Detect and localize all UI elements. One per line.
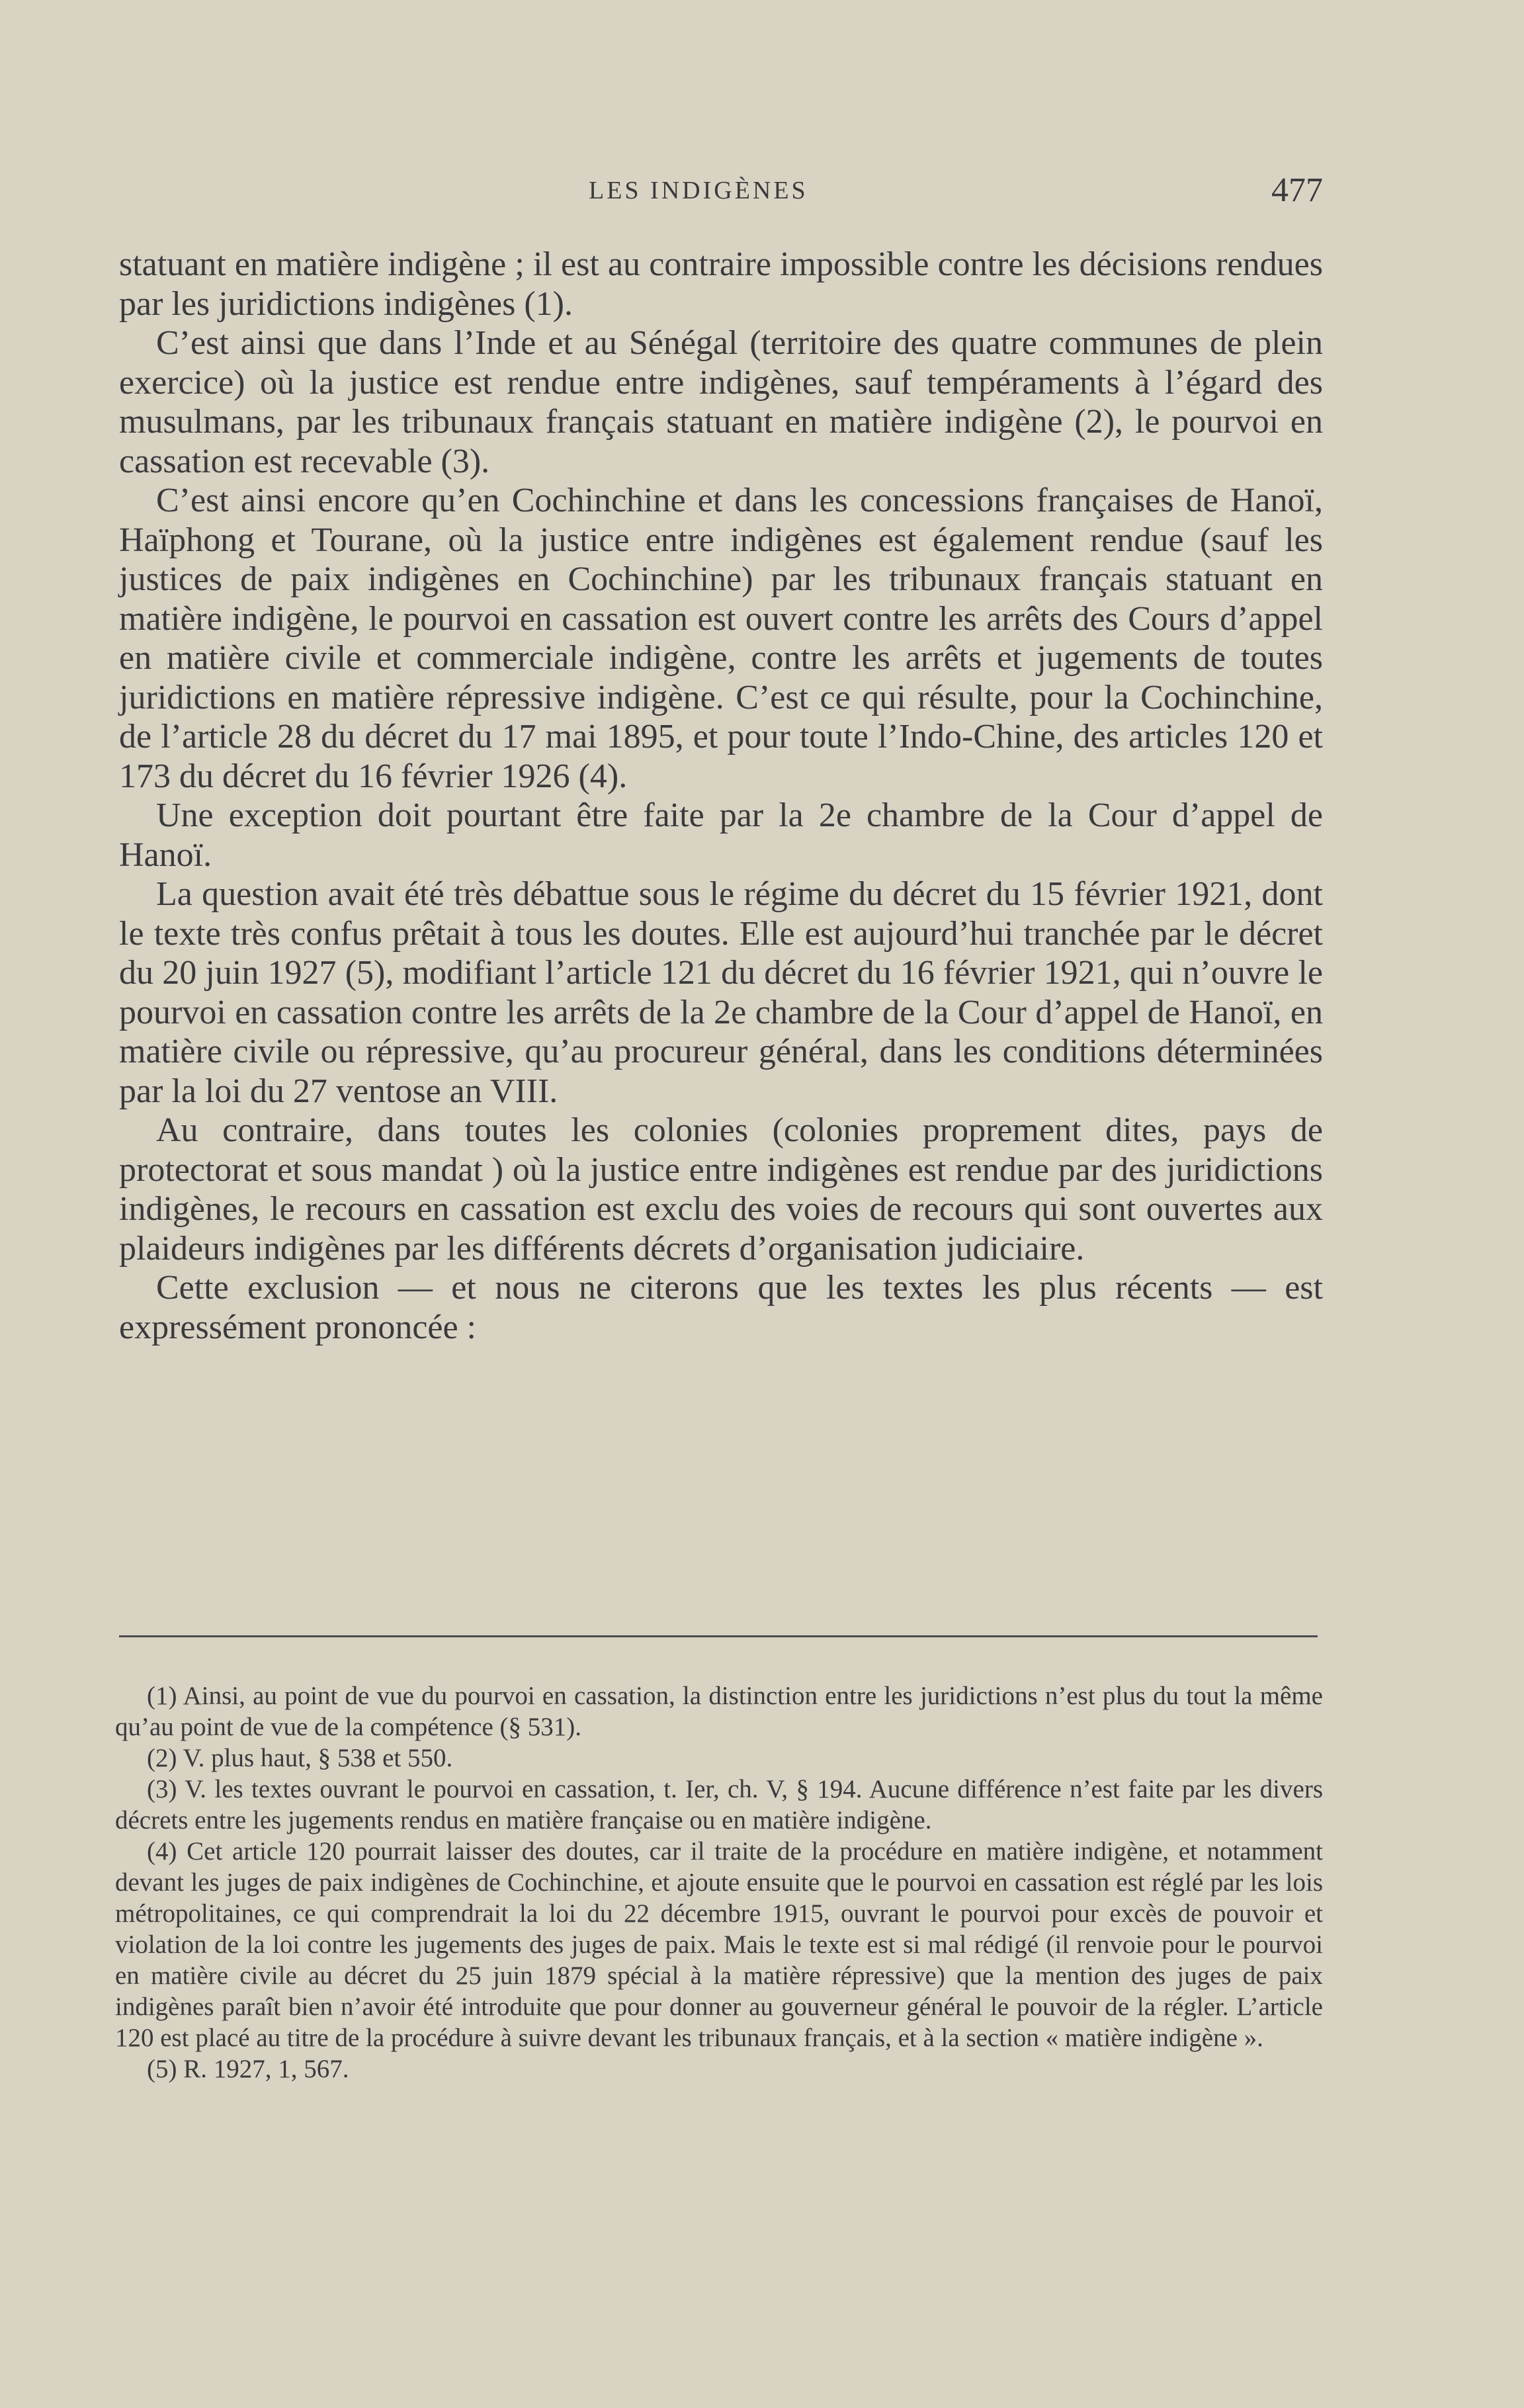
footnote: (5) R. 1927, 1, 567.	[147, 2055, 349, 2083]
paragraph: La question avait été très débattue sous le régime du décret du 15 février 1921, dont le texte très confus prêtait à tous les doutes. Elle est aujourd’hui tranchée par le décret du 20 juin 1927 (5), modifiant l’article 121 du décret du 16 février 1921, qui n’ouvre le pourvoi en cassation contre les arrêts de la 2e chambre de la Cour d’appel de Hanoï, en matière civile ou répressive, qu’au procureur général, dans les conditions déterminées par la loi du 27 ventose an VIII.	[119, 875, 1323, 1110]
footnotes	[115, 1680, 1323, 2085]
paragraph: C’est ainsi encore qu’en Cochinchine et dans les concessions françaises de Hanoï, Haïphong et Tourane, où la justice entre indigènes est également rendue (sauf les justices de paix indigènes en Cochinchine) par les tribunaux français statuant en matière indigène, le pourvoi en cassation est ouvert contre les arrêts des Cours d’appel en matière civile et commerciale indigène, contre les arrêts et jugements de toutes juridictions en matière répressive indigène. C’est ce qui résulte, pour la Cochinchine, de l’article 28 du décret du 17 mai 1895, et pour toute l’Indo-Chine, des articles 120 et 173 du décret du 16 février 1926 (4).	[119, 482, 1323, 795]
body-text	[119, 245, 1323, 1347]
paragraph: Une exception doit pourtant être faite par la 2e chambre de la Cour d’appel de Hanoï.	[119, 796, 1323, 874]
paragraph: Au contraire, dans toutes les colonies (colonies proprement dites, pays de protectorat et sous mandat ) où la justice entre indigènes est rendue par des juridictions indigènes, le recours en cassation est exclu des voies de recours qui sont ouvertes aux plaideurs indigènes par les différents décrets d’organisation judiciaire.	[119, 1111, 1323, 1268]
footnote: (4) Cet article 120 pourrait laisser des doutes, car il traite de la procédure en matière indigène, et notamment devant les juges de paix indigènes de Cochinchine, et ajoute ensuite que le pourvoi en cassation est réglé par les lois métropolitaines, ce qui comprendrait la loi du 22 décembre 1915, ouvrant le pourvoi pour excès de pouvoir et violation de la loi contre les jugements des juges de paix. Mais le texte est si mal rédigé (il renvoie pour le pourvoi en matière civile au décret du 25 juin 1879 spécial à la matière répressive) que la mention des juges de paix indigènes paraît bien n’avoir été introduite que pour donner au gouverneur général le pouvoir de la régler. L’article 120 est placé au titre de la procédure à suivre devant les tribunaux français, et à la section « matière indigène ».	[115, 1837, 1323, 2052]
footnote: (3) V. les textes ouvrant le pourvoi en cassation, t. Ier, ch. V, § 194. Aucune différence n’est faite par les divers décrets entre les jugements rendus en matière française ou en matière indigène.	[115, 1775, 1323, 1834]
footnote-divider	[119, 1635, 1318, 1637]
running-head	[119, 171, 1323, 217]
footnote: (1) Ainsi, au point de vue du pourvoi en cassation, la distinction entre les juridictions n’est plus du tout la même qu’au point de vue de la compétence (§ 531).	[115, 1682, 1323, 1741]
footnote: (2) V. plus haut, § 538 et 550.	[147, 1744, 453, 1772]
page-number: 477	[1271, 171, 1323, 209]
paragraph: C’est ainsi que dans l’Inde et au Sénégal (territoire des quatre communes de plein exercice) où la justice est rendue entre indigènes, sauf tempéraments à l’égard des musulmans, par les tribunaux français statuant en matière indigène (2), le pourvoi en cassation est recevable (3).	[119, 324, 1323, 480]
running-title: LES INDIGÈNES	[589, 177, 808, 204]
paragraph: statuant en matière indigène ; il est au contraire impossible contre les décisions rendues par les juridictions indigènes (1).	[119, 245, 1323, 323]
paragraph: Cette exclusion — et nous ne citerons que les textes les plus récents — est expressément prononcée :	[119, 1269, 1323, 1346]
